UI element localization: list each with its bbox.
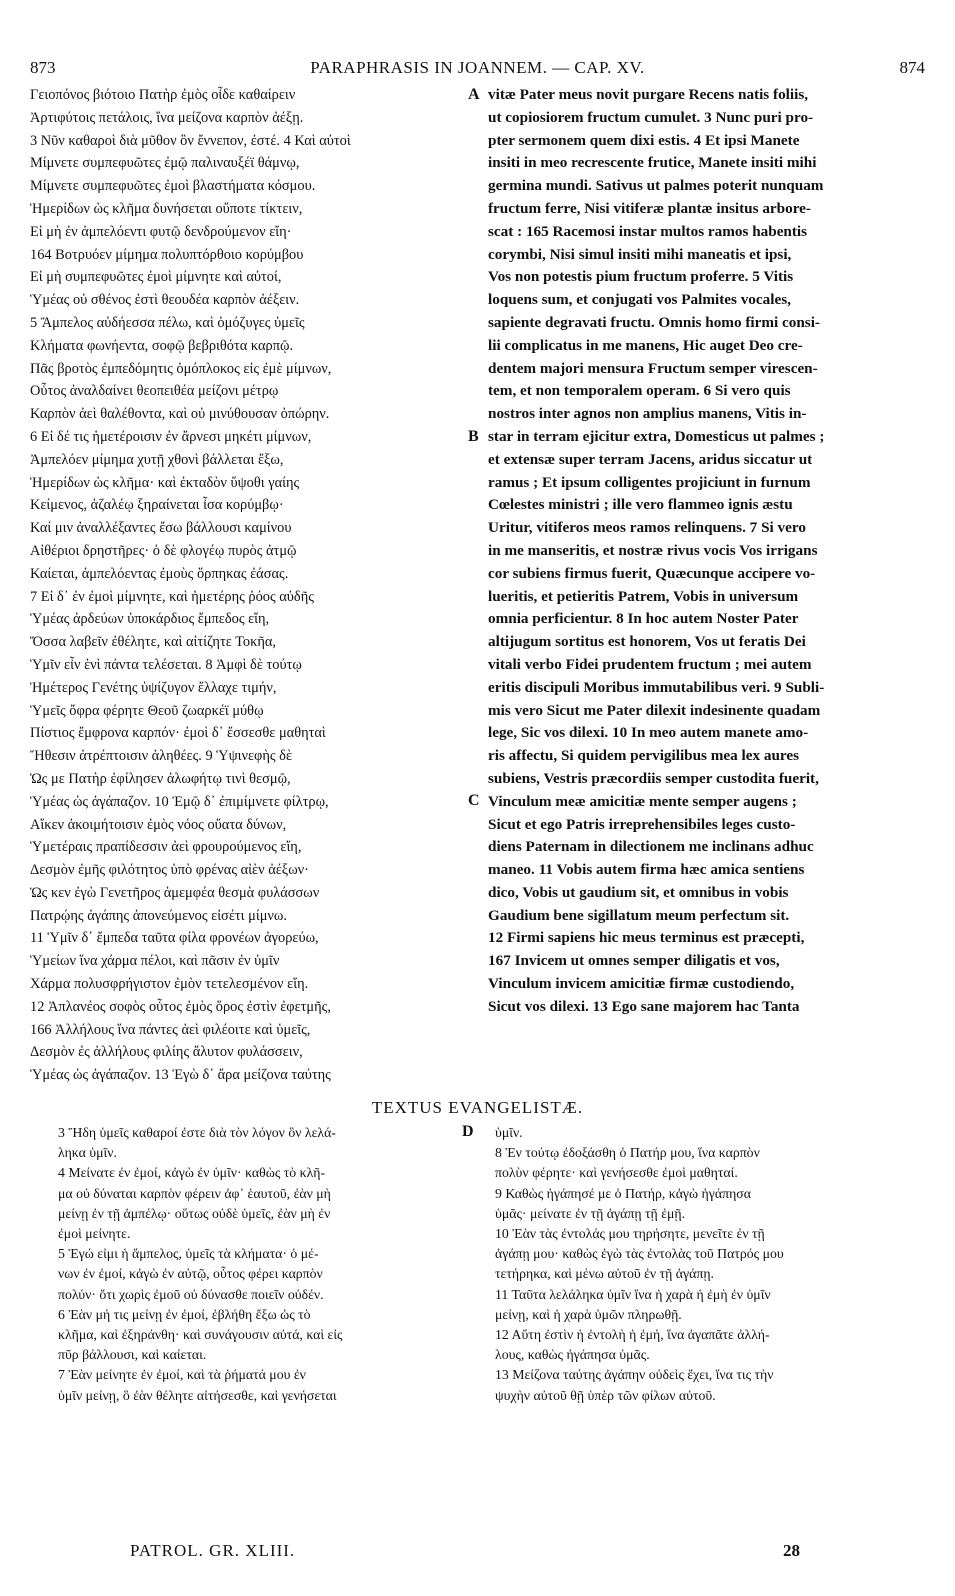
gospel-line: ὑμῖν μείνῃ, ὃ ἐὰν θέλητε αἰτήσεσθε, καὶ γενήσεται — [58, 1387, 337, 1403]
latin-verse-line: cor subiens firmus fuerit, Quæcunque accipere vo- — [488, 564, 816, 582]
gospel-line: 3 Ἤδη ὑμεῖς καθαροί ἐστε διὰ τὸν λόγον ὃν λελά- — [58, 1125, 336, 1140]
gospel-line: λους, καθὼς ἠγάπησα ὑμᾶς. — [495, 1347, 650, 1363]
latin-verse-line: Uritur, vitiferos meos ramos relinquens. 7 Si vero — [488, 519, 806, 537]
latin-verse-line: eritis discipuli Moribus immutabilibus veri. 9 Subli- — [488, 678, 825, 696]
greek-verse-line: Αἰθέριοι δρηστῆρες· ὁ δὲ φλογέῳ πυρὸς ἀτμῷ — [30, 542, 297, 559]
greek-verse-line: Εἰ μὴ ἐν ἀμπελόεντι φυτῷ δενδρούμενον εἴη· — [30, 223, 292, 240]
latin-verse-line: ramus ; Et ipsum colligentes projiciunt in furnum — [488, 473, 811, 491]
greek-verse-line: 12 Ἀπλανέος σοφὸς οὗτος ἐμὸς ὅρος ἐστὶν ἐφετμῆς, — [30, 998, 331, 1015]
gospel-line: κλῆμα, καὶ ἐξηράνθη· καὶ συνάγουσιν αὐτά, καὶ εἰς — [58, 1327, 343, 1343]
latin-verse-line: star in terram ejicitur extra, Domesticus ut palmes ; — [488, 427, 825, 445]
greek-verse-line: Ὑμέας ὡς ἀγάπαζον. 13 Ἐγὼ δ᾽ ἄρα μείζονα ταύτης — [30, 1067, 331, 1084]
gospel-line: μείνῃ, καὶ ἡ χαρὰ ὑμῶν πληρωθῇ. — [495, 1306, 682, 1322]
latin-verse-line: dentem majori mensura Fructum semper virescen- — [488, 359, 818, 377]
greek-verse-line: Δεσμὸν ἐμῆς φιλότητος ὑπὸ φρένας αἰὲν ἀέξων· — [30, 862, 309, 879]
latin-verse-line: Gaudium bene sigillatum meum perfectum sit. — [488, 906, 790, 924]
gospel-line: πολὺν φέρητε· καὶ γενήσεσθε ἐμοὶ μαθηταί. — [495, 1165, 738, 1181]
latin-verse-line: dico, Vobis ut gaudium sit, et omnibus in vobis — [488, 883, 789, 901]
latin-verse-line: fructum ferre, Nisi vitiferæ plantæ insitus arbore- — [488, 199, 811, 217]
gospel-line: 13 Μείζονα ταύτης ἀγάπην οὐδεὶς ἔχει, ἵνα τις τὴν — [495, 1367, 774, 1383]
greek-verse-line: Πᾶς βροτὸς ἐμπεδόμητις ὁμόπλοκος εἰς ἐμὲ μίμνων, — [30, 360, 332, 377]
greek-verse-line: 166 Ἀλλήλους ἵνα πάντες ἀεὶ φιλέοιτε καὶ ὑμεῖς, — [30, 1021, 311, 1038]
gospel-line: μείνῃ ἐν τῇ ἀμπέλῳ· οὕτως οὐδὲ ὑμεῖς, ἐὰν μὴ ἐν — [58, 1205, 331, 1221]
greek-verse-line: Ὑμέας ἀρδεύων ὑποκάρδιος ἔμπεδος εἴη, — [30, 611, 270, 628]
greek-verse-line: Ἡμερίδων ὡς κλῆμα· καὶ ἐκταδὸν ὕψοθι γαίης — [30, 474, 300, 491]
margin-letter-d: D — [462, 1123, 474, 1140]
gospel-line: μα οὐ δύναται καρπὸν φέρειν ἀφ᾽ ἑαυτοῦ, ἐὰν μὴ — [58, 1185, 331, 1201]
latin-verse-line: Vos non potestis pium fructum proferre. 5 Vitis — [488, 268, 794, 286]
gospel-line: νων ἐν ἐμοί, κἀγὼ ἐν αὐτῷ, οὗτος φέρει καρπὸν — [58, 1266, 323, 1282]
gospel-line: 5 Ἐγώ εἰμι ἡ ἄμπελος, ὑμεῖς τὰ κλήματα· ὁ μέ- — [58, 1246, 319, 1262]
greek-verse-line: 6 Εἰ δέ τις ἡμετέροισιν ἐν ἄρνεσι μηκέτι μίμνων, — [30, 428, 312, 445]
latin-verse-line: pter sermonem quem dixi estis. 4 Et ipsi Manete — [488, 131, 800, 149]
greek-verse-line: Εἰ μὴ συμπεφυῶτες ἐμοὶ μίμνητε καὶ αὐτοί, — [30, 269, 282, 286]
gospel-line: πῦρ βάλλουσι, καὶ καίεται. — [58, 1347, 207, 1363]
latin-verse-line: lueritis, et petieritis Patrem, Vobis in universum — [488, 587, 799, 605]
latin-verse-line: corymbi, Nisi simul insiti mihi maneatis et ipsi, — [488, 245, 792, 263]
page-number-right: 874 — [899, 58, 925, 77]
latin-verse-line: vitæ Pater meus novit purgare Recens natis foliis, — [488, 86, 809, 103]
gospel-line: ἐμοὶ μείνητε. — [58, 1226, 131, 1242]
gospel-line: 8 Ἐν τούτῳ ἐδοξάσθη ὁ Πατήρ μου, ἵνα καρπὸν — [495, 1145, 760, 1161]
gospel-line: πολύν· ὅτι χωρὶς ἐμοῦ οὐ δύνασθε ποιεῖν οὐδέν. — [58, 1286, 324, 1302]
gospel-line: 10 Ἐὰν τὰς ἐντολάς μου τηρήσητε, μενεῖτε ἐν τῇ — [495, 1226, 765, 1242]
greek-verse-line: Χάρμα πολυσφρήγιστον ἐμὸν τετελεσμένον εἴη. — [30, 976, 309, 993]
latin-verse-line: Vinculum meæ amicitiæ mente semper augens ; — [488, 792, 797, 810]
greek-verse-line: Καρπὸν ἀεὶ θαλέθοντα, καὶ οὐ μινύθουσαν ὀπώρην. — [30, 406, 330, 423]
greek-verse-line: 164 Βοτρυόεν μίμημα πολυπτόρθοιο κορύμβου — [30, 246, 304, 263]
latin-verse-line: 167 Invicem ut omnes semper diligatis et vos, — [488, 952, 780, 970]
gospel-line: ὑμῖν. — [495, 1125, 523, 1140]
latin-verse-line: vitali verbo Fidei prudentem fructum ; mei autem — [488, 655, 812, 673]
greek-verse-line: Ὑμετέραις πραπίδεσσιν ἀεὶ φρουρούμενος εἴη, — [30, 839, 302, 856]
greek-verse-line: Καί μιν ἀναλλέξαντες ἔσω βάλλουσι καμίνου — [30, 520, 292, 537]
greek-verse-line: 3 Νῦν καθαροὶ διὰ μῦθον ὃν ἔννεπον, ἐστέ. 4 Καὶ αὐτοὶ — [30, 132, 351, 149]
margin-letter-a: A — [468, 86, 480, 103]
gospel-line: 6 Ἐὰν μή τις μείνῃ ἐν ἐμοί, ἐβλήθη ἔξω ὡς τὸ — [58, 1306, 311, 1322]
latin-verse-line: lege, Sic vos dilexi. 10 In meo autem manete amo- — [488, 724, 809, 742]
latin-verse-line: diens Paternam in dilectionem me inclinans adhuc — [488, 838, 814, 856]
latin-paraphrase-column — [488, 84, 928, 1019]
running-head — [30, 58, 925, 84]
greek-verse-line: Ὑμείων ἵνα χάρμα πέλοι, καὶ πᾶσιν ἐν ὑμῖν — [30, 953, 280, 970]
latin-verse-line: sapiente degravati fructu. Omnis homo firmi consi- — [488, 313, 820, 331]
latin-verse-line: in me manseritis, et nostræ rivus vocis Vos irrigans — [488, 541, 818, 559]
latin-verse-line: insiti in meo recrescente frutice, Manete insiti mihi — [488, 154, 817, 172]
greek-verse-line: Κλήματα φωνήεντα, σοφῷ βεβριθότα καρπῷ. — [30, 337, 294, 354]
gospel-line: ληκα ὑμῖν. — [58, 1145, 117, 1161]
greek-verse-line: 5 Ἄμπελος αὐδήεσσα πέλω, καὶ ὁμόζυγες ὑμεῖς — [30, 314, 305, 331]
latin-verse-line: 12 Firmi sapiens hic meus terminus est præcepti, — [488, 929, 805, 947]
gospel-line: ὑμᾶς· μείνατε ἐν τῇ ἀγάπῃ τῇ ἐμῇ. — [495, 1205, 686, 1221]
page-title: PARAPHRASIS IN JOANNEM. — CAP. XV. — [310, 58, 645, 77]
greek-verse-line: Ὡς με Πατὴρ ἐφίλησεν ἀλωφήτῳ τινὶ θεσμῷ, — [30, 770, 291, 787]
latin-verse-line: tem, et non temporalem operam. 6 Si vero quis — [488, 382, 791, 400]
section-title: TEXTUS EVANGELISTÆ. — [371, 1098, 584, 1117]
gospel-line: 12 Αὕτη ἐστὶν ἡ ἐντολὴ ἡ ἐμή, ἵνα ἀγαπᾶτε ἀλλή- — [495, 1327, 770, 1343]
greek-verse-line: Αἴκεν ἀκοιμήτοισιν ἐμὸς νόος οὔατα δύνων, — [30, 816, 287, 833]
latin-verse-line: germina mundi. Sativus ut palmes poterit nunquam — [488, 177, 824, 195]
greek-verse-line: Ἡμερίδων ὡς κλῆμα δυνήσεται οὔποτε τίκτειν, — [30, 200, 303, 217]
greek-verse-line: Ὅσσα λαβεῖν ἐθέλητε, καὶ αἰτίζητε Τοκῆα, — [30, 634, 277, 651]
greek-verse-line: Ὑμέας οὐ σθένος ἐστὶ θεουδέα καρπὸν ἀέξειν. — [30, 292, 300, 309]
latin-verse-line: et extensæ super terram Jacens, aridus siccatur ut — [488, 450, 813, 468]
latin-verse-line: altijugum sortitus est honorem, Vos ut feratis Dei — [488, 633, 806, 651]
greek-verse-line: 7 Εἰ δ᾽ ἐν ἐμοὶ μίμνητε, καὶ ἡμετέρης ῥόος αὐδῆς — [30, 588, 314, 605]
greek-verse-line: Ἤθεσιν ἀτρέπτοισιν ἀληθέες. 9 Ὑψινεφὴς δὲ — [30, 748, 293, 765]
margin-letter-c: C — [468, 792, 480, 809]
latin-verse-line: nostros inter agnos non amplius manens, Vitis in- — [488, 405, 807, 423]
greek-verse-line: Μίμνετε συμπεφυῶτες ἐμῷ παλιναυξέϊ θάμνῳ, — [30, 155, 300, 172]
gospel-line: ἀγάπῃ μου· καθὼς ἐγὼ τὰς ἐντολὰς τοῦ Πατρός μου — [495, 1246, 784, 1262]
greek-verse-line: Ὑμέας ὡς ἀγάπαζον. 10 Ἐμῷ δ᾽ ἐπιμίμνετε φίλτρῳ, — [30, 793, 329, 810]
latin-verse-line: mis vero Sicut me Pater dilexit indesinente quadam — [488, 701, 821, 719]
latin-verse-line: omnia perficientur. 8 In hoc autem Noster Pater — [488, 610, 799, 628]
greek-verse-line: Ὡς κεν ἐγὼ Γενετῆρος ἀμεμφέα θεσμὰ φυλάσσων — [30, 884, 320, 901]
latin-verse-line: ut copiosiorem fructum cumulet. 3 Nunc puri pro- — [488, 108, 814, 126]
greek-verse-line: Ὑμεῖς ὄφρα φέρητε Θεοῦ ζωαρκέϊ μύθῳ — [30, 702, 264, 719]
greek-verse-line: Πατρῴης ἀγάπης ἀπονεύμενος εἰσέτι μίμνω. — [30, 907, 287, 924]
greek-verse-line: Πίστιος ἔμφρονα καρπόν· ἐμοὶ δ᾽ ἔσσεσθε μαθηταὶ — [30, 725, 326, 742]
greek-verse-line: Ὑμῖν εἶν ἑνὶ πάντα τελέσεται. 8 Ἀμφὶ δὲ τούτῳ — [30, 656, 302, 673]
gospel-line: 11 Ταῦτα λελάληκα ὑμῖν ἵνα ἡ χαρὰ ἡ ἐμὴ ἐν ὑμῖν — [495, 1286, 771, 1302]
latin-verse-line: loquens sum, et conjugati vos Palmites vocales, — [488, 291, 791, 309]
greek-verse-line: Ἡμέτερος Γενέτης ὑψίζυγον ἔλλαχε τιμήν, — [30, 679, 277, 696]
latin-verse-line: ris affectu, Si quidem pervigilibus mea lex aures — [488, 747, 800, 765]
latin-verse-line: lii complicatus in me manens, Hic auget Deo cre- — [488, 336, 803, 354]
greek-paraphrase-column — [30, 84, 480, 1087]
greek-verse-line: 11 Ὑμῖν δ᾽ ἔμπεδα ταῦτα φίλα φρονέων ἀγορεύω, — [30, 930, 319, 947]
page-number-left: 873 — [30, 58, 56, 77]
greek-verse-line: Κείμενος, ἀζαλέῳ ξηραίνεται ἶσα κορύμβῳ· — [30, 497, 284, 514]
greek-verse-line: Μίμνετε συμπεφυῶτες ἐμοὶ βλαστήματα κόσμου. — [30, 178, 316, 195]
latin-verse-line: Sicut vos dilexi. 13 Ego sane majorem hac Tanta — [488, 997, 800, 1015]
gospel-line: τετήρηκα, καὶ μένω αὐτοῦ ἐν τῇ ἀγάπῃ. — [495, 1266, 714, 1282]
latin-verse-line: Cœlestes ministri ; ille vero flammeo ignis æstu — [488, 496, 793, 514]
gospel-line: ψυχὴν αὐτοῦ θῇ ὑπὲρ τῶν φίλων αὐτοῦ. — [495, 1387, 716, 1403]
gospel-line: 7 Ἐὰν μείνητε ἐν ἐμοί, καὶ τὰ ῥήματά μου ἐν — [58, 1367, 306, 1383]
latin-verse-line: Vinculum invicem amicitiæ firmæ custodiendo, — [488, 975, 795, 993]
greek-verse-line: Γειοπόνος βιότοιο Πατὴρ ἐμὸς οἶδε καθαίρειν — [30, 87, 296, 103]
footer-series: PATROL. GR. XLIII. — [130, 1541, 296, 1560]
latin-verse-line: subiens, Vestris præcordiis semper custodita fuerit, — [488, 769, 819, 787]
gospel-text-right-column — [495, 1123, 900, 1406]
greek-verse-line: Δεσμὸν ἐς ἀλλήλους φιλίης ἄλυτον φυλάσσειν, — [30, 1044, 303, 1061]
margin-letter-b: B — [468, 428, 479, 445]
greek-verse-line: Καίεται, ἀμπελόεντας ἐμοὺς ὅρπηκας ἐάσας. — [30, 565, 289, 582]
greek-verse-line: Οὗτος ἀναλδαίνει θεοπειθέα μείζονι μέτρῳ — [30, 383, 279, 400]
greek-verse-line: Ἀρτιφύτοις πετάλοις, ἵνα μείζονα καρπὸν ἀέξῃ. — [30, 109, 304, 126]
footer-sheet-number: 28 — [783, 1541, 800, 1560]
gospel-line: 4 Μείνατε ἐν ἐμοί, κἀγὼ ἐν ὑμῖν· καθὼς τὸ κλῆ- — [58, 1165, 326, 1181]
gospel-line: 9 Καθὼς ἠγάπησέ με ὁ Πατήρ, κἀγὼ ἠγάπησα — [495, 1185, 751, 1201]
latin-verse-line: scat : 165 Racemosi instar multos ramos habentis — [488, 222, 808, 240]
latin-verse-line: maneo. 11 Vobis autem firma hæc amica sentiens — [488, 861, 805, 879]
greek-verse-line: Ἀμπελόεν μίμημα χυτῇ χθονὶ βάλλεται ἔξω, — [30, 451, 284, 468]
latin-verse-line: Sicut et ego Patris irreprehensibiles leges custo- — [488, 815, 796, 833]
gospel-text-left-column — [58, 1123, 458, 1406]
